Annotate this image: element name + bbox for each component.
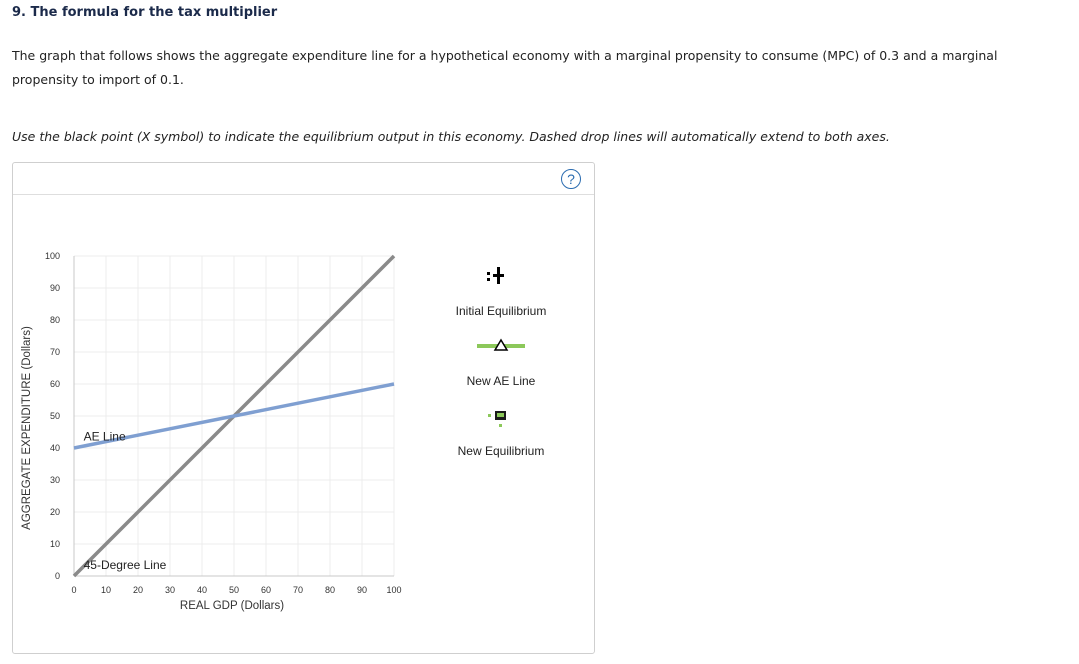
new-ae-line-tool[interactable] [467, 340, 536, 388]
y-tick-label: 100 [44, 251, 60, 261]
question-title: 9. The formula for the tax multiplier [12, 5, 278, 20]
x-tick-label: 60 [260, 585, 272, 595]
y-tick-label: 90 [49, 283, 60, 293]
y-tick-label: 40 [49, 443, 60, 453]
legend-label-new-ae-line: New AE Line [466, 374, 536, 388]
initial-equilibrium-tool[interactable] [456, 267, 547, 318]
black-cross-point-icon [487, 267, 504, 284]
x-tick-label: 30 [164, 585, 176, 595]
legend [456, 267, 547, 458]
x-tick-label: 0 [71, 585, 77, 595]
x-axis-title: REAL GDP (Dollars) [179, 600, 285, 612]
x-tick-label: 50 [228, 585, 240, 595]
y-tick-label: 20 [49, 507, 60, 517]
graph-panel [12, 162, 595, 654]
y-tick-label: 70 [49, 347, 60, 357]
green-line-triangle-icon [477, 340, 525, 350]
question-circle-icon: ? [567, 171, 575, 187]
x-tick-label: 100 [386, 585, 402, 595]
x-tick-label: 90 [356, 585, 368, 595]
x-tick-label: 80 [324, 585, 336, 595]
deg45-line-label: 45-Degree Line [83, 557, 167, 572]
y-tick-label: 50 [49, 411, 60, 421]
legend-label-new-equilibrium: New Equilibrium [457, 444, 545, 458]
y-tick-label: 80 [49, 315, 60, 325]
x-tick-label: 40 [196, 585, 208, 595]
new-equilibrium-tool[interactable] [458, 411, 545, 458]
y-axis-title: AGGREGATE EXPENDITURE (Dollars) [21, 326, 33, 530]
question-intro: The graph that follows shows the aggregate expenditure line for a hypothetical economy with a marginal propensity to consume (MPC) of 0.3 and a marginal propensity to import of 0.1. [12, 48, 998, 87]
x-tick-label: 70 [292, 585, 304, 595]
ae-line-label: AE Line [83, 429, 126, 444]
question-instruction: Use the black point (X symbol) to indicate the equilibrium output in this economy. Dashed drop lines will automatically extend to both axes. [12, 129, 890, 144]
y-tick-label: 10 [49, 539, 60, 549]
legend-label-initial-equilibrium: Initial Equilibrium [455, 304, 547, 318]
x-tick-label: 20 [132, 585, 144, 595]
y-tick-label: 0 [54, 571, 60, 581]
y-tick-label: 60 [49, 379, 60, 389]
ae-chart [13, 163, 594, 653]
x-tick-label: 10 [100, 585, 112, 595]
green-square-point-icon [488, 411, 506, 427]
y-tick-label: 30 [49, 475, 60, 485]
